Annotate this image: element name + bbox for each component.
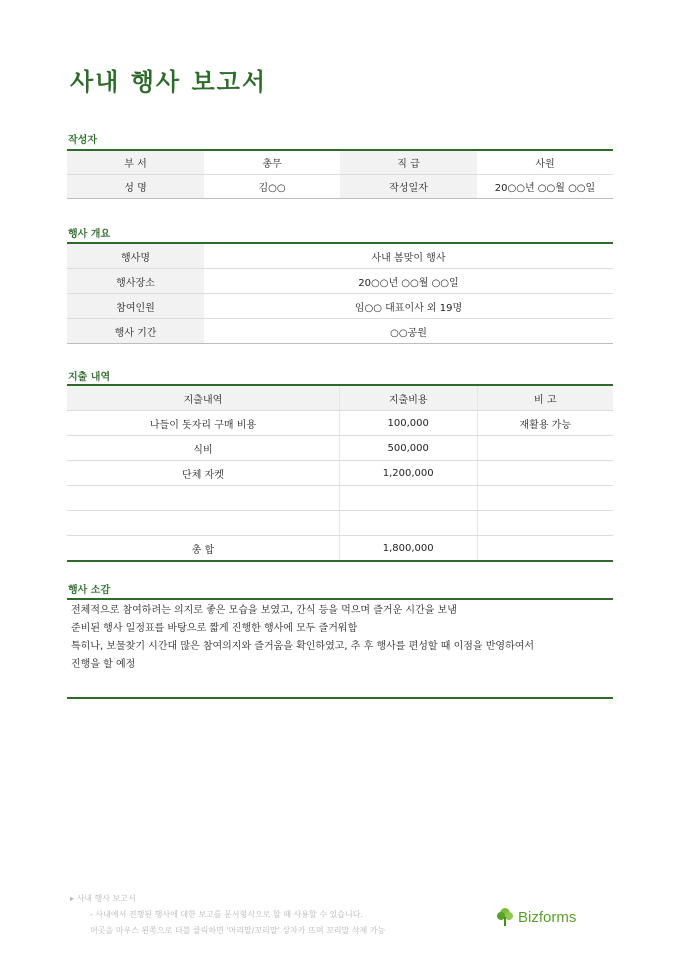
expense-item bbox=[67, 511, 339, 536]
remarks-line: 준비된 행사 일정표를 바탕으로 짧게 진행한 행사에 모두 즐거워함 bbox=[71, 623, 358, 634]
expense-table bbox=[67, 384, 613, 562]
page-title: 사내 행사 보고서 bbox=[70, 68, 267, 96]
footer-title-wrap: ▸ 사내 행사 보고서 bbox=[70, 894, 136, 903]
overview-value: 20○○년 ○○월 ○○일 bbox=[204, 269, 613, 294]
remarks-heading: 행사 소감 bbox=[68, 585, 111, 596]
expense-item: 나들이 돗자리 구매 비용 bbox=[67, 411, 339, 436]
remarks-box bbox=[67, 598, 613, 699]
author-label: 부 서 bbox=[67, 150, 204, 175]
overview-value: 사내 봄맞이 행사 bbox=[204, 243, 613, 269]
expense-item: 단체 자켓 bbox=[67, 461, 339, 486]
author-value: 총무 bbox=[204, 150, 340, 175]
expense-amount bbox=[339, 511, 477, 536]
remarks-line: 진행을 할 예정 bbox=[71, 659, 136, 670]
expense-item bbox=[67, 486, 339, 511]
overview-value: ○○공원 bbox=[204, 319, 613, 344]
author-value: 20○○년 ○○월 ○○일 bbox=[477, 175, 613, 199]
bizforms-logo bbox=[496, 907, 576, 927]
expense-heading: 지출 내역 bbox=[68, 372, 111, 383]
author-label: 작성일자 bbox=[340, 175, 477, 199]
footer-title: 사내 행사 보고서 bbox=[76, 894, 136, 903]
expense-note bbox=[477, 436, 613, 461]
overview-label: 행사명 bbox=[67, 243, 204, 269]
expense-header: 비 고 bbox=[477, 385, 613, 411]
expense-amount: 1,200,000 bbox=[339, 461, 477, 486]
author-table bbox=[67, 149, 613, 199]
author-heading: 작성자 bbox=[68, 135, 97, 146]
expense-note bbox=[477, 486, 613, 511]
expense-note bbox=[477, 461, 613, 486]
overview-value: 임○○ 대표이사 외 19명 bbox=[204, 294, 613, 319]
footer-line: - 사내에서 진행된 행사에 대한 보고를 문서형식으로 할 때 사용할 수 있습니다. bbox=[90, 910, 363, 919]
author-label: 직 급 bbox=[340, 150, 477, 175]
logo-text: Bizforms bbox=[518, 908, 577, 926]
expense-amount bbox=[339, 486, 477, 511]
remarks-line: 특히나, 보물찾기 시간대 많은 참여의지와 즐거움을 확인하였고, 추 후 행사를 편성할 때 이점을 반영하여서 bbox=[71, 641, 535, 652]
overview-label: 행사장소 bbox=[67, 269, 204, 294]
expense-item: 식비 bbox=[67, 436, 339, 461]
expense-total-label: 총 합 bbox=[67, 536, 339, 562]
overview-table bbox=[67, 242, 613, 344]
expense-total-note bbox=[477, 536, 613, 562]
overview-label: 참여인원 bbox=[67, 294, 204, 319]
expense-header: 지출내역 bbox=[67, 385, 339, 411]
expense-total-value: 1,800,000 bbox=[339, 536, 477, 562]
overview-label: 행사 기간 bbox=[67, 319, 204, 344]
author-value: 사원 bbox=[477, 150, 613, 175]
overview-heading: 행사 개요 bbox=[68, 229, 111, 240]
expense-amount: 500,000 bbox=[339, 436, 477, 461]
footer-line: 머곳을 마우스 왼쪽으로 더블 클릭하면 '머리말/꼬리말' 상자가 뜨며 꼬리말 삭제 가능 bbox=[90, 926, 386, 935]
tree-icon bbox=[496, 907, 514, 927]
expense-amount: 100,000 bbox=[339, 411, 477, 436]
expense-note bbox=[477, 511, 613, 536]
expense-header: 지출비용 bbox=[339, 385, 477, 411]
expense-note: 재활용 가능 bbox=[477, 411, 613, 436]
author-value: 김○○ bbox=[204, 175, 340, 199]
author-label: 성 명 bbox=[67, 175, 204, 199]
remarks-line: 전체적으로 참여하려는 의지로 좋은 모습을 보였고, 간식 등을 먹으며 즐거운 시간을 보냄 bbox=[71, 605, 457, 616]
